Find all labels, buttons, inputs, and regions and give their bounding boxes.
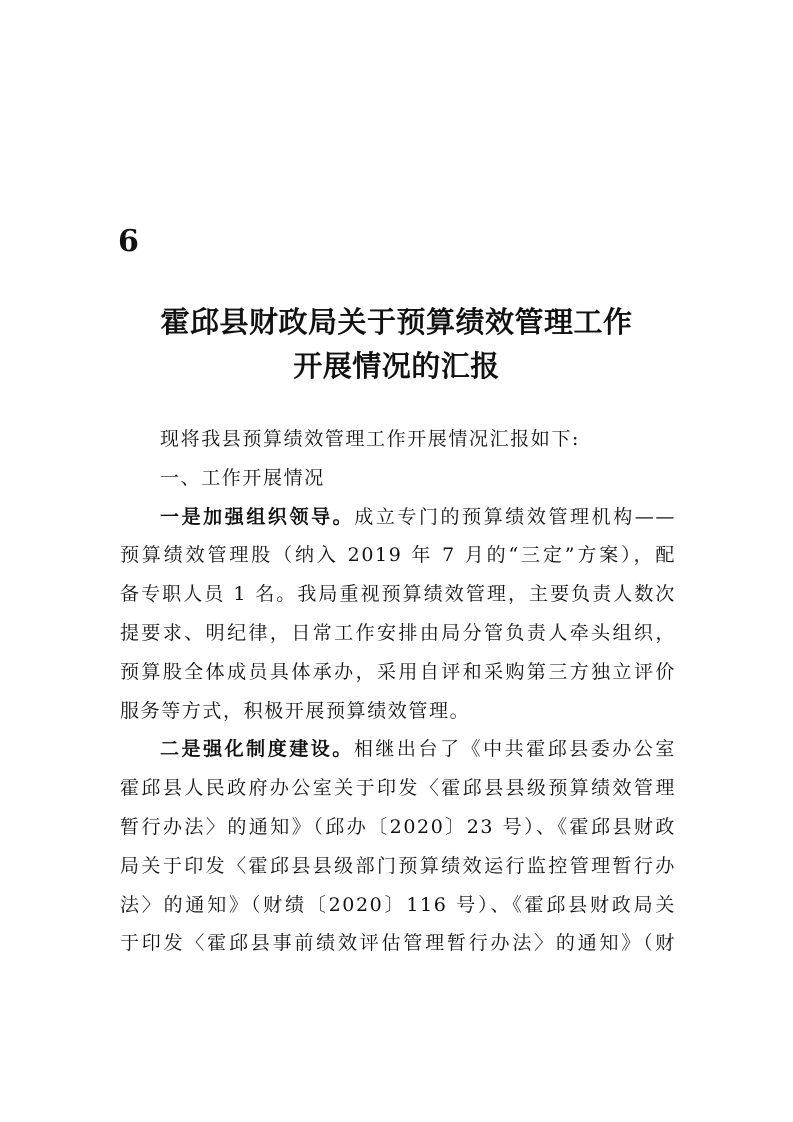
page-number: 6 xyxy=(118,224,139,259)
paragraph-line: 预算绩效管理股（纳入 2019 年 7 月的“三定”方案），配 xyxy=(120,544,676,567)
paragraph-line xyxy=(120,730,676,769)
title-line-2: 开展情况的汇报 xyxy=(293,349,500,383)
paragraph-line: 预算股全体成员具体承办，采用自评和采购第三方独立评价 xyxy=(120,660,676,683)
section-heading: 一、工作开展情况 xyxy=(160,466,325,489)
paragraph-lead: 一是加强组织领导。 xyxy=(160,505,355,528)
paragraph-line: 于印发〈霍邱县事前绩效评估管理暂行办法〉的通知》（财 xyxy=(120,932,676,955)
paragraph-line: 提要求、明纪律，日常工作安排由局分管负责人牵头组织， xyxy=(120,621,676,644)
paragraph-line: 局关于印发〈霍邱县县级部门预算绩效运行监控管理暂行办 xyxy=(120,854,676,877)
document-body xyxy=(120,420,676,963)
paragraph-lead: 二是强化制度建设。 xyxy=(160,738,354,761)
intro-paragraph: 现将我县预算绩效管理工作开展情况汇报如下: xyxy=(160,428,581,450)
paragraph-line: 法〉的通知》（财绩〔2020〕116 号）、《霍邱县财政局关 xyxy=(120,893,676,916)
paragraph-organization xyxy=(120,498,676,731)
paragraph-text: 成立专门的预算绩效管理机构—— xyxy=(354,505,676,528)
paragraph-line: 霍邱县人民政府办公室关于印发〈霍邱县县级预算绩效管理 xyxy=(120,777,676,800)
title-line-1: 霍邱县财政局关于预算绩效管理工作 xyxy=(160,305,633,339)
paragraph-line: 暂行办法〉的通知》（邱办〔2020〕23 号）、《霍邱县财政 xyxy=(120,815,676,838)
paragraph-line xyxy=(120,498,676,537)
paragraph-text: 相继出台了《中共霍邱县委办公室 xyxy=(353,738,676,761)
paragraph-line: 备专职人员 1 名。我局重视预算绩效管理，主要负责人数次 xyxy=(120,583,676,606)
paragraph-system xyxy=(120,730,676,963)
paragraph-line: 服务等方式，积极开展预算绩效管理。 xyxy=(120,699,471,722)
document-title xyxy=(0,300,793,388)
